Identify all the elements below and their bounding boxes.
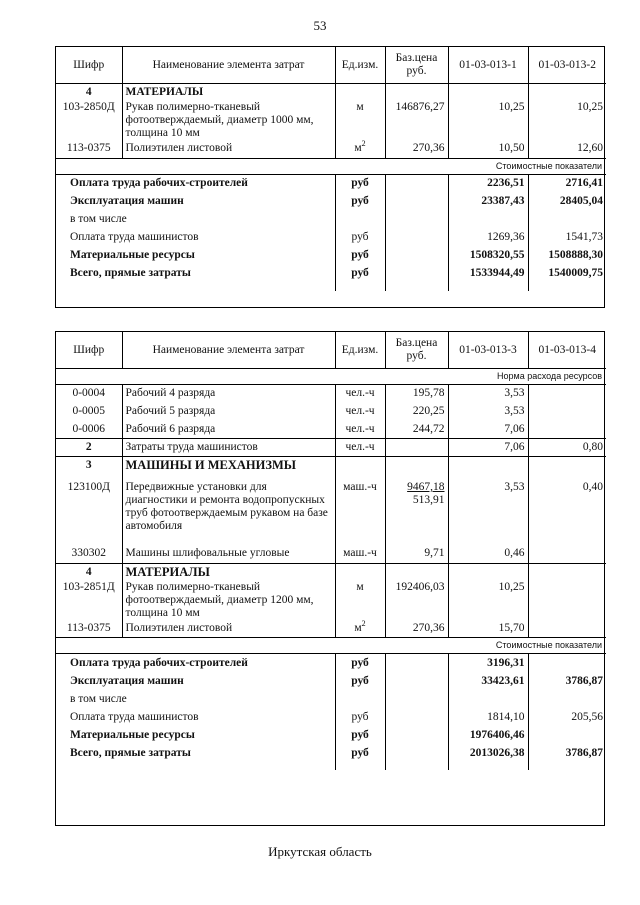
row-value-1: 7,06 <box>448 439 528 457</box>
summary-value-2: 1541,73 <box>565 231 603 243</box>
summary-value-2: 28405,04 <box>559 195 603 207</box>
summary-value-2: 1540009,75 <box>548 267 603 279</box>
footer-region: Иркутская область <box>268 844 372 859</box>
summary-label: Материальные ресурсы <box>56 726 335 744</box>
row-code: 113-0375 <box>56 140 122 158</box>
summary-value-1: 1269,36 <box>448 229 528 247</box>
row-value-2 <box>528 385 606 403</box>
row-price: 195,78 <box>385 385 448 403</box>
row-unit: чел.-ч <box>335 421 385 439</box>
summary-unit: руб <box>335 708 385 726</box>
norm-band <box>56 369 606 385</box>
table-1 <box>56 47 606 291</box>
summary-row <box>56 654 606 673</box>
row-value-2 <box>528 579 606 620</box>
summary-value-1 <box>448 211 528 229</box>
row-value-2: 10,25 <box>577 101 603 113</box>
section-row <box>56 563 606 579</box>
table-row <box>56 403 606 421</box>
header-unit: Ед.изм. <box>335 332 385 369</box>
row-unit: м <box>335 99 385 140</box>
table-row <box>56 472 606 545</box>
summary-unit: руб <box>335 744 385 762</box>
row-unit: чел.-ч <box>335 385 385 403</box>
summary-unit <box>335 690 385 708</box>
section-row <box>56 457 606 473</box>
summary-row <box>56 744 606 762</box>
row-value-2 <box>528 620 606 638</box>
row-unit: чел.-ч <box>335 403 385 421</box>
summary-value-2: 3786,87 <box>565 746 603 759</box>
header-name: Наименование элемента затрат <box>122 332 335 369</box>
band-label: Стоимостные показатели <box>56 158 606 174</box>
header-col2: 01-03-013-4 <box>528 332 606 369</box>
summary-row <box>56 229 606 247</box>
header-col1: 01-03-013-1 <box>448 47 528 84</box>
summary-row <box>56 265 606 283</box>
row-price: 9467,18 513,91 <box>385 472 448 545</box>
section-title: МАШИНЫ И МЕХАНИЗМЫ <box>122 457 335 473</box>
summary-value-2 <box>528 726 606 744</box>
row-value-2: 0,80 <box>528 439 606 457</box>
summary-row <box>56 211 606 229</box>
row-value-1: 3,53 <box>448 385 528 403</box>
row-unit: $м^2$ <box>335 620 385 638</box>
row-value-1: 10,50 <box>448 140 528 158</box>
summary-label: Эксплуатация машин <box>56 672 335 690</box>
row-value-2: 12,60 <box>577 142 603 154</box>
summary-unit: руб <box>335 193 385 211</box>
table-row <box>56 545 606 563</box>
summary-value-2: 1508888,30 <box>548 249 603 261</box>
summary-row <box>56 726 606 744</box>
row-name: Рукав полимерно-тканевый фотоотверждаемый, диаметр 1200 мм, толщина 10 мм <box>122 579 335 620</box>
summary-label: Материальные ресурсы <box>56 247 335 265</box>
summary-unit: руб <box>335 265 385 283</box>
row-name: Машины шлифовальные угловые <box>122 545 335 563</box>
row-price: 270,36 <box>385 140 448 158</box>
section-row <box>56 84 606 100</box>
summary-value-1 <box>448 690 528 708</box>
summary-value-1: 23387,43 <box>448 193 528 211</box>
summary-label: Всего, прямые затраты <box>56 265 335 283</box>
row-code: 0-0005 <box>56 403 122 421</box>
section-number: 2 <box>56 439 122 457</box>
summary-row <box>56 247 606 265</box>
row-value-2: 0,40 <box>582 481 603 493</box>
row-code: 330302 <box>56 545 122 563</box>
row-value-2 <box>528 421 606 439</box>
summary-label: в том числе <box>56 690 335 708</box>
summary-row <box>56 708 606 726</box>
row-name: Рабочий 5 разряда <box>122 403 335 421</box>
row-value-2 <box>528 403 606 421</box>
table-row <box>56 579 606 620</box>
row-name: Полиэтилен листовой <box>122 620 335 638</box>
row-price: 146876,27 <box>385 99 448 140</box>
header-price: Баз.цена руб. <box>385 47 448 84</box>
summary-label: Оплата труда машинистов <box>56 708 335 726</box>
summary-row <box>56 174 606 193</box>
table-row <box>56 620 606 638</box>
table-2 <box>56 332 606 770</box>
summary-unit: руб <box>335 247 385 265</box>
row-value-1: 10,25 <box>448 99 528 140</box>
summary-label: Оплата труда машинистов <box>56 229 335 247</box>
summary-unit: руб <box>335 672 385 690</box>
table-header <box>56 47 606 84</box>
header-col2: 01-03-013-2 <box>528 47 606 84</box>
section-row <box>56 439 606 457</box>
summary-row <box>56 690 606 708</box>
cost-indicators-band <box>56 638 606 654</box>
row-price: 9,71 <box>385 545 448 563</box>
row-value-1: 10,25 <box>448 579 528 620</box>
summary-label: Оплата труда рабочих-строителей <box>56 654 335 673</box>
header-col1: 01-03-013-3 <box>448 332 528 369</box>
section-number: 3 <box>56 457 122 473</box>
section-number: 4 <box>56 563 122 579</box>
summary-value-2 <box>528 690 606 708</box>
row-code: 103-2851Д <box>56 579 122 620</box>
header-name: Наименование элемента затрат <box>122 47 335 84</box>
summary-value-1: 1814,10 <box>448 708 528 726</box>
summary-label: Эксплуатация машин <box>56 193 335 211</box>
summary-value-1: 1508320,55 <box>448 247 528 265</box>
section-title: МАТЕРИАЛЫ <box>122 84 335 100</box>
summary-value-2: 3786,87 <box>565 674 603 687</box>
row-value-1: 0,46 <box>448 545 528 563</box>
table-row <box>56 385 606 403</box>
summary-value-2 <box>528 211 606 229</box>
row-code: 0-0004 <box>56 385 122 403</box>
summary-value-2: 2716,41 <box>565 177 603 189</box>
row-name: Рукав полимерно-тканевый фотоотверждаемый, диаметр 1000 мм, толщина 10 мм <box>122 99 335 140</box>
cost-indicators-band <box>56 158 606 174</box>
row-unit: $м^2$ <box>335 140 385 158</box>
row-name: Рабочий 6 разряда <box>122 421 335 439</box>
row-name: Затраты труда машинистов <box>122 439 335 457</box>
row-value-1: 3,53 <box>448 472 528 545</box>
table-row <box>56 421 606 439</box>
row-unit: маш.-ч <box>335 472 385 545</box>
summary-value-1: 2013026,38 <box>448 744 528 762</box>
row-name: Рабочий 4 разряда <box>122 385 335 403</box>
row-name: Передвижные установки для диагностики и ремонта водопропускных труб фотоотверждаемым рукавом на базе автомобиля <box>122 472 335 545</box>
summary-label: Всего, прямые затраты <box>56 744 335 762</box>
summary-value-2: 205,56 <box>571 710 603 723</box>
header-code: Шифр <box>56 47 122 84</box>
row-value-1: 15,70 <box>448 620 528 638</box>
row-code: 0-0006 <box>56 421 122 439</box>
header-price: Баз.цена руб. <box>385 332 448 369</box>
summary-row <box>56 672 606 690</box>
row-price: 192406,03 <box>385 579 448 620</box>
summary-value-1: 1976406,46 <box>448 726 528 744</box>
row-unit: чел.-ч <box>335 439 385 457</box>
row-unit: маш.-ч <box>335 545 385 563</box>
header-unit: Ед.изм. <box>335 47 385 84</box>
row-value-2 <box>528 545 606 563</box>
summary-label: в том числе <box>56 211 335 229</box>
summary-value-1: 2236,51 <box>448 174 528 193</box>
norm-table-1 <box>55 46 605 308</box>
band-label: Стоимостные показатели <box>56 638 606 654</box>
row-value-1: 3,53 <box>448 403 528 421</box>
row-price: 220,25 <box>385 403 448 421</box>
row-name: Полиэтилен листовой <box>122 140 335 158</box>
summary-unit: руб <box>335 229 385 247</box>
summary-unit: руб <box>335 654 385 673</box>
row-code: 103-2850Д <box>56 99 122 140</box>
row-price: 244,72 <box>385 421 448 439</box>
row-code: 113-0375 <box>56 620 122 638</box>
band-label: Норма расхода ресурсов <box>56 369 606 385</box>
summary-value-1: 3196,31 <box>448 654 528 673</box>
summary-unit: руб <box>335 726 385 744</box>
section-title: МАТЕРИАЛЫ <box>122 563 335 579</box>
summary-value-1: 1533944,49 <box>448 265 528 283</box>
section-number: 4 <box>56 84 122 100</box>
summary-value-1: 33423,61 <box>448 672 528 690</box>
summary-label: Оплата труда рабочих-строителей <box>56 174 335 193</box>
page-number: 53 <box>313 18 327 33</box>
norm-table-2 <box>55 331 605 826</box>
summary-unit: руб <box>335 174 385 193</box>
header-code: Шифр <box>56 332 122 369</box>
row-value-1: 7,06 <box>448 421 528 439</box>
table-row <box>56 99 606 140</box>
row-unit: м <box>335 579 385 620</box>
row-code: 123100Д <box>56 472 122 545</box>
table-header <box>56 332 606 369</box>
summary-row <box>56 193 606 211</box>
summary-value-2 <box>528 654 606 673</box>
row-price: 270,36 <box>385 620 448 638</box>
table-row <box>56 140 606 158</box>
summary-unit <box>335 211 385 229</box>
